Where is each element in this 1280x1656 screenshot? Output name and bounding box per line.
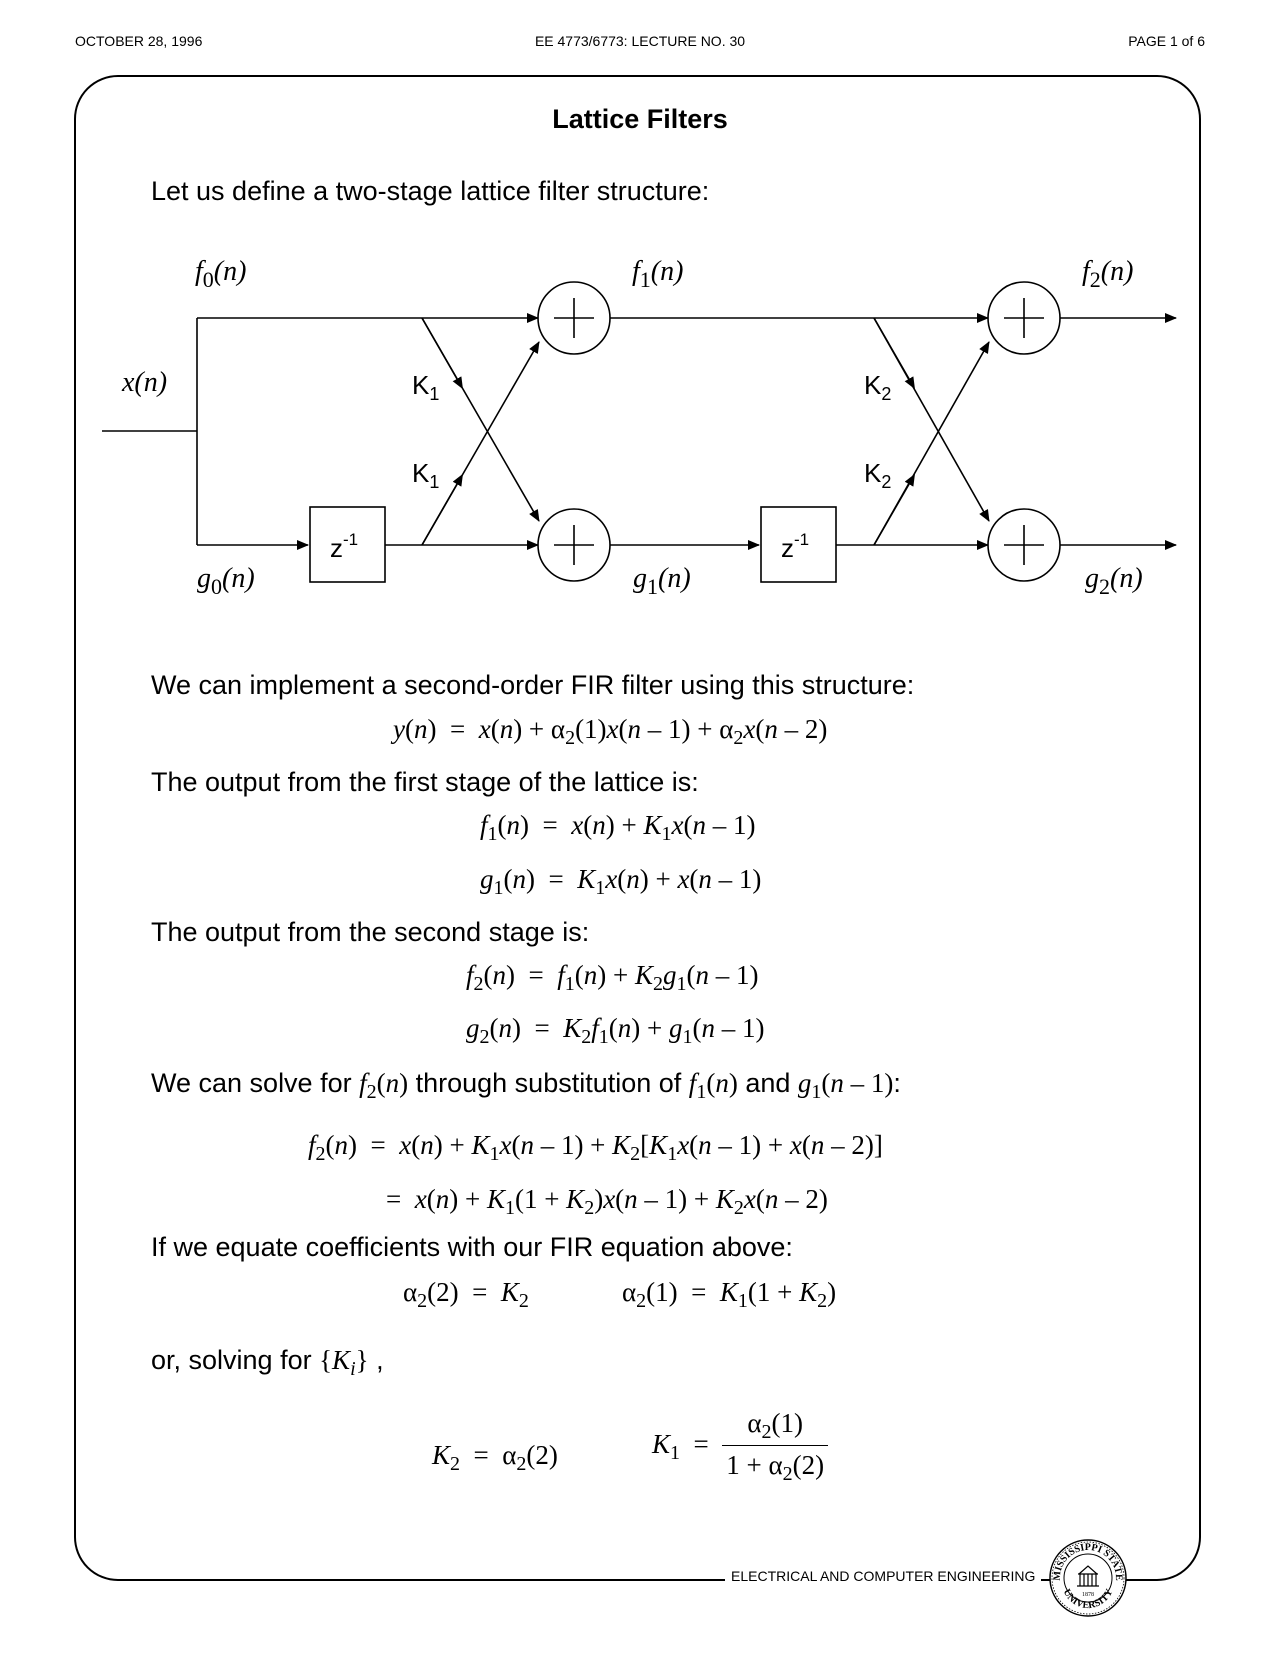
fraction: $\frac{\alpha_2(1)}{1 + \alpha_2(2)}$ bbox=[722, 1408, 828, 1481]
label-f2: $f_2(n)$ bbox=[1082, 256, 1134, 292]
eq-k2-solution: $K_2 = \alpha_2(2)$ bbox=[432, 1440, 558, 1475]
gain-k2-top: $K_2$ bbox=[864, 370, 892, 404]
eq-f2: $f_2(n) = f_1(n) + K_2g_1(n - 1)$ bbox=[466, 960, 759, 995]
header-date: OCTOBER 28, 1996 bbox=[75, 33, 203, 49]
label-g2: $g_2(n)$ bbox=[1085, 563, 1143, 599]
svg-text:MISSISSIPPI STATE: MISSISSIPPI STATE bbox=[1051, 1541, 1125, 1582]
footer-text: ELECTRICAL AND COMPUTER ENGINEERING bbox=[725, 1568, 1041, 1584]
page-title: Lattice Filters bbox=[552, 104, 728, 134]
eq-alpha22: $\alpha_2(2) = K_2$ bbox=[403, 1277, 529, 1312]
gain-k1-bottom: $K_1$ bbox=[412, 458, 440, 492]
para-stage2: The output from the second stage is: bbox=[151, 917, 590, 947]
gain-k2-bottom: $K_2$ bbox=[864, 458, 892, 492]
intro-text: Let us define a two-stage lattice filter structure: bbox=[151, 176, 710, 206]
label-f0: $f_0(n)$ bbox=[195, 256, 247, 292]
eq-g1: $g_1(n) = K_1x(n) + x(n - 1)$ bbox=[480, 864, 762, 899]
eq-f2-collected: = $x(n) + K_1(1 + K_2)x(n - 1) + K_2x(n - 2)$ bbox=[386, 1184, 828, 1219]
eq-f2-expanded: $f_2(n) = x(n) + K_1x(n - 1) + K_2[K_1x(n - 1) + x(n - 2)]$ bbox=[308, 1130, 883, 1165]
header-course: EE 4773/6773: LECTURE NO. 30 bbox=[534, 33, 746, 49]
label-g1: $g_1(n)$ bbox=[633, 563, 691, 599]
eq-f1: $f_1(n) = x(n) + K_1x(n - 1)$ bbox=[480, 810, 756, 845]
lattice-diagram bbox=[0, 0, 1280, 640]
svg-text:1878: 1878 bbox=[1082, 1592, 1094, 1598]
label-g0: $g_0(n)$ bbox=[197, 563, 255, 599]
svg-text:UNIVERSITY: UNIVERSITY bbox=[1060, 1587, 1116, 1612]
eq-alpha21: $\alpha_2(1) = K_1(1 + K_2)$ bbox=[622, 1277, 837, 1312]
eq-g2: $g_2(n) = K_2f_1(n) + g_1(n - 1)$ bbox=[466, 1013, 765, 1048]
header-page: PAGE 1 of 6 bbox=[1128, 33, 1205, 49]
gain-k1-top: $K_1$ bbox=[412, 370, 440, 404]
delay-label-1: $z^{-1}$ bbox=[330, 530, 359, 563]
eq-k1-solution: $K_1$ = $\frac{\alpha_2(1)}{1 + \alpha_2(2)}$ bbox=[652, 1408, 828, 1481]
eq-fir: $y(n) = x(n) + \alpha_2(1)x(n - 1) + \alpha_2x(n - 2)$ bbox=[393, 714, 828, 749]
para-solve: We can solve for $f_2(n)$ through substitution of $f_1(n)$ and $g_1(n - 1)$: bbox=[151, 1068, 901, 1103]
para-equate: If we equate coefficients with our FIR equation above: bbox=[151, 1232, 793, 1262]
para-or: or, solving for $\{K_i\}$ , bbox=[151, 1345, 384, 1380]
para-stage1: The output from the first stage of the lattice is: bbox=[151, 767, 699, 797]
label-f1: $f_1(n)$ bbox=[632, 256, 684, 292]
label-x: x(n) bbox=[122, 367, 168, 398]
university-seal bbox=[1048, 1538, 1128, 1618]
para-fir: We can implement a second-order FIR filter using this structure: bbox=[151, 670, 915, 700]
delay-label-2: $z^{-1}$ bbox=[781, 530, 810, 563]
